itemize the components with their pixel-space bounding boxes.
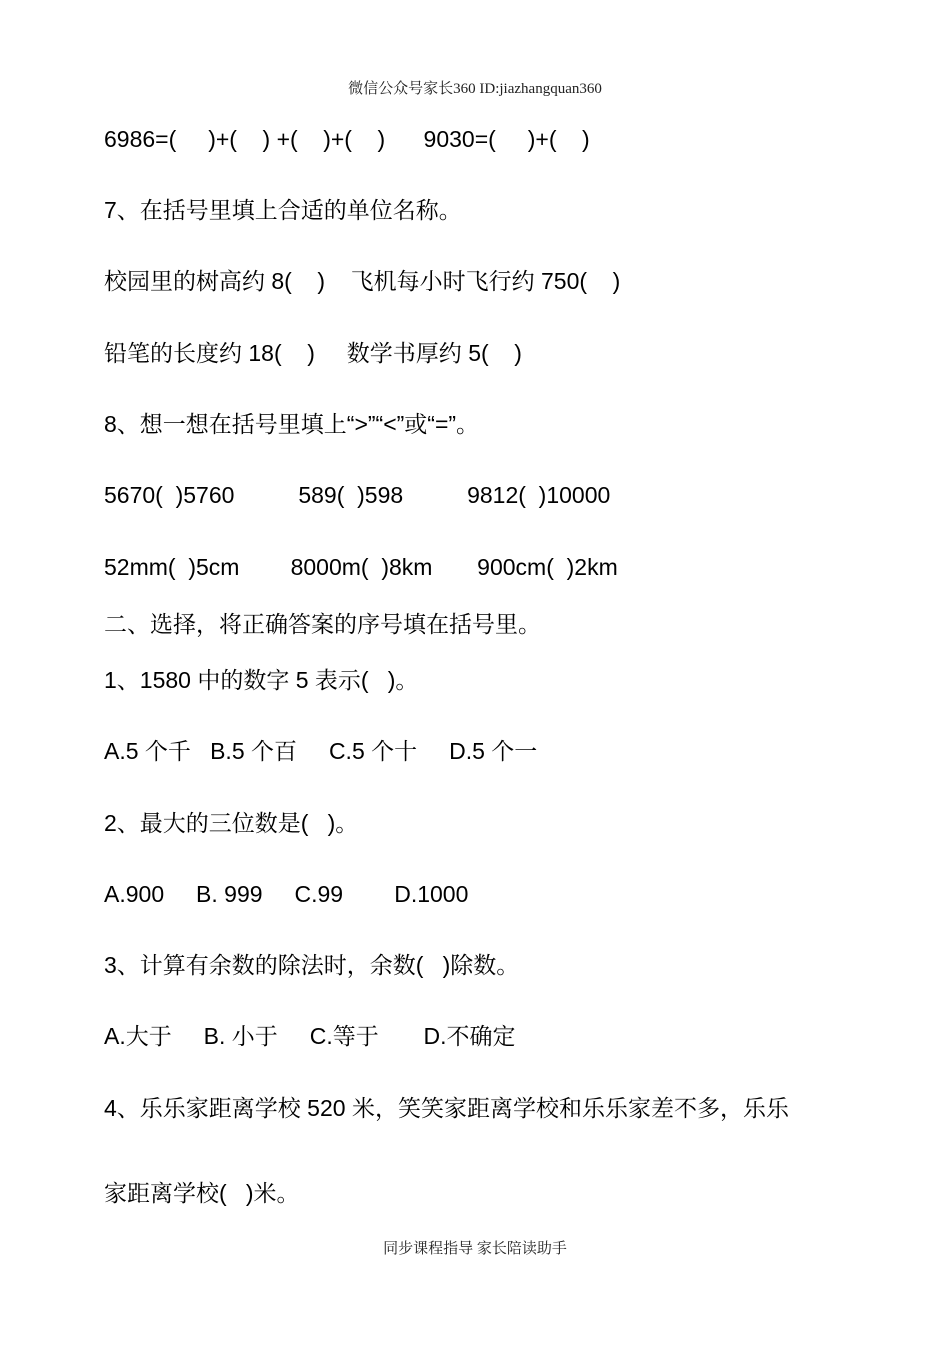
choice-4-question-line-2: 家距离学校( )米。 bbox=[104, 1180, 300, 1206]
q8-line-1: 5670( )5760 589( )598 9812( )10000 bbox=[104, 482, 611, 508]
choice-4-question-line-1: 4、乐乐家距离学校 520 米，笑笑家距离学校和乐乐家差不多，乐乐 bbox=[104, 1095, 789, 1121]
section-2-title: 二、选择，将正确答案的序号填在括号里。 bbox=[104, 611, 541, 637]
q7-title: 7、在括号里填上合适的单位名称。 bbox=[104, 197, 462, 223]
choice-1-options: A.5 个千 B.5 个百 C.5 个十 D.5 个一 bbox=[104, 738, 538, 764]
choice-2-options: A.900 B. 999 C.99 D.1000 bbox=[104, 881, 469, 907]
choice-2-question: 2、最大的三位数是( )。 bbox=[104, 810, 359, 836]
q8-line-2: 52mm( )5cm 8000m( )8km 900cm( )2km bbox=[104, 554, 618, 580]
page-header: 微信公众号家长360 ID:jiazhangquan360 bbox=[348, 81, 602, 97]
page-footer: 同步课程指导 家长陪读助手 bbox=[383, 1241, 567, 1257]
q7-line-1: 校园里的树高约 8( ) 飞机每小时飞行约 750( ) bbox=[104, 268, 621, 294]
choice-3-options: A.大于 B. 小于 C.等于 D.不确定 bbox=[104, 1023, 516, 1049]
q8-title: 8、想一想在括号里填上“>”“<”或“=”。 bbox=[104, 411, 480, 437]
q6-decomposition-line: 6986=( )+( ) +( )+( ) 9030=( )+( ) bbox=[104, 126, 590, 152]
choice-1-question: 1、1580 中的数字 5 表示( )。 bbox=[104, 667, 419, 693]
choice-3-question: 3、计算有余数的除法时，余数( )除数。 bbox=[104, 952, 520, 978]
q7-line-2: 铅笔的长度约 18( ) 数学书厚约 5( ) bbox=[104, 340, 522, 366]
